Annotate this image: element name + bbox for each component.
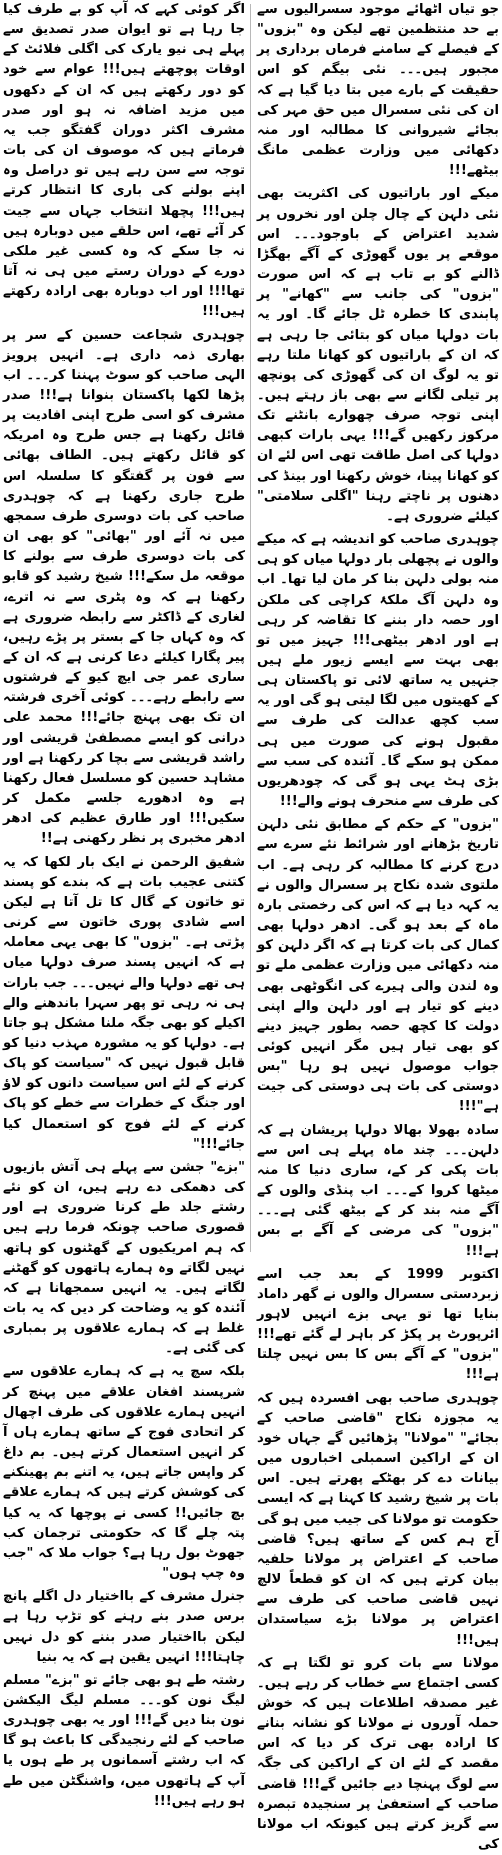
paragraph: سادہ بھولا بھالا دولہا پریشان ہے کہ دلہن۔۔۔ چند ماہ پہلے ہی اس سے بات پکی کر کے، ساری دنیا کا منہ میٹھا کروا کے۔۔۔ اب پنڈی والوں کے آگے منہ بند کر کے بیٹھ گئی ہے۔۔۔ "بزوں" کی مرضی کے آگے بے بس ہے!!! — [257, 1122, 499, 1259]
left-column — [0, 0, 249, 1809]
paragraph: اکتوبر 1999 کے بعد جب اسے زبردستی سسرال والوں نے گھر داماد بنایا تھا تو یہی بزے انہیں لاہور ائرپورٹ پر پکڑ کر باہر لے گئے تھے!!! "بزوں" کے آگے بس کا بس نہیں چلتا ہے!!! — [257, 1266, 499, 1383]
right-column — [253, 0, 502, 1853]
paragraph: شفیق الرحمن نے ایک بار لکھا کہ یہ کتنی عجیب بات ہے کہ بندے کو پسند تو خاتون کے گال کا تل آتا ہے لیکن اسے شادی پوری خاتون سے کرنی پڑتی ہے۔ "بزوں" کا بھی یہی معاملہ ہے کہ انہیں پسند صرف دولہا میاں ہی تھے دولہا والے نہیں۔۔۔ جب بارات ہی نہ رہی تو پھر سہرا باندھنے والے اکیلے کو بھی جگہ ملنا مشکل ہو جاتا ہے۔ دولہا کو یہ مشورہ مہذب دنیا کو قابل قبول نہیں کہ "سیاست کو پاک کرنے کے لئے اس سیاست دانوں کو لاؤ اور جنگ کے خطرات سے خطے کو پاک کرنے کے لئے فوج کو استعمال کیا جائے!!!" — [3, 854, 245, 1152]
paragraph: چوہدری صاحب بھی افسردہ ہیں کہ یہ مجوزہ نکاح "قاضی صاحب کے بجائے" "مولانا" پڑھائیں گے جہاں خود ان کے اراکین اسمبلی اخباروں میں بیانات دے کر بھٹکے پھرتے ہیں۔ اس بات پر شیخ رشید کا کہنا ہے کہ ایسی حکومت تو مولانا کی جیب میں ہو گی آج ہم کس کے ساتھ ہیں؟ قاضی صاحب کے اعتراض پر مولانا حلفیہ بیان کرتے ہیں کہ ان کو قطعاً لالچ نہیں قاضی صاحب کی طرف سے اعتراض پر مولانا بڑے سیاستدان ہیں!!! — [257, 1390, 499, 1648]
paragraph: چوہدری شجاعت حسین کے سر پر بھاری ذمہ داری ہے۔ انہیں پرویز الہی صاحب کو سوٹ پہننا کر۔۔۔ اب پڑھا لکھا پاکستان بنوانا ہے!!! صدر مشرف کو اسی طرح اپنی افادیت پر قائل رکھنا ہے جس طرح وہ امریکہ کو قائل رکھتے ہیں۔ الطاف بھائی سے فون پر گفتگو کا سلسلہ اس طرح جاری رکھنا ہے کہ چوہدری صاحب کی بات دوسری طرف سمجھ میں نہ آئے اور "بھائی" کو بھی ان کی بات دوسری طرف سے بولنے کا موقعہ مل سکے!!! شیخ رشید کو قابو رکھنا ہے کہ وہ پٹری سے نہ اترے، لغاری کے ڈاکٹر سے رابطہ ضروری ہے کہ وہ کہاں جا کے بستر پر پڑے رہیں، پیر پگارا کیلئے دعا کرنی ہے کہ ان کے ساری عمر جی ایچ کیو کے فرشتوں سے رابطے رہے۔۔۔ کوئی آخری فرشتہ ان تک بھی پہنچ جائے!!! محمد علی درانی کو ایسے مصطفیٰ قریشی اور راشد قریشی سے بچا کر رکھنا ہے اور مشاہد حسین کو مسلسل فعال رکھنا ہے وہ ادھورے جلسے مکمل کر سکیں!!! اور طارق عظیم کی ادھر ادھر مخبری پر نظر رکھنی ہے!! — [3, 327, 245, 847]
column-divider — [250, 4, 251, 1252]
paragraph: مولانا سے بات کرو تو لگتا ہے کہ کسی اجتماع سے خطاب کر رہے ہیں۔ غیر مصدقہ اطلاعات ہیں کہ خوش حملہ آوروں نے مولانا کو نشانہ بنانے کا ارادہ بھی ترک کر دیا کہ اس مقصد کے لئے ان کے اراکین کی جگہ سے لوگ پہنچا دیے جائیں گے!!! قاضی صاحب کے استعفیٰ پر سنجیدہ تبصرہ سے گریز کرتے ہیں کیونکہ اب مولانا کی — [257, 1655, 499, 1853]
paragraph: میکے اور باراتیوں کی اکثریت بھی نئی دلہن کے چال چلن اور نخروں پر شدید اعتراض کے باوجود۔۔۔ اس موقعے پر یوں گھوڑی کے آگے بھگڑا ڈالنے کو بے تاب ہے کہ اس صورت "بزوں" کی جانب سے "کھانے" پر پابندی کا خطرہ ٹل جائے گا۔ اور یہ بات دولہا میاں کو بتائی جا رہی ہے کہ ان کے باراتیوں کو کھانا ملتا رہے تو یہ لوگ ان کی گھوڑی کی پونچھ پر تیلی لگانے سے بھی باز رہتے ہیں۔ اپنی توجہ صرف چھوارے بانٹنے تک مرکوز رکھیں گے!!! یہی بارات کبھی دولہا کی اصل طاقت تھی اس لئے ان کو کھانا پینا، خوش رکھنا اور بینڈ کی دھنوں پر ناچتے رہنا "اگلی سلامتی" کیلئے ضروری ہے۔ — [257, 186, 499, 524]
paragraph: "بزے" جشن سے پہلے ہی آتش بازیوں کی دھمکی دے رہے ہیں، ان کو نئے رشتے جلد طے کرنا ضروری ہے اور قصوری صاحب چونکہ فرما رہے ہیں کہ ہم امریکیوں کے گھٹنوں کو ہاتھ نہیں لگاتے وہ ہمارے ہاتھوں کو گھٹنے لگاتے ہیں۔ یہ انہیں سمجھانا ہے کہ آئندہ کو یہ وضاحت کر دیں کہ یہ بات غلط ہے کہ ہمارے علاقوں پر بمباری کی گئی ہے۔ — [3, 1159, 245, 1357]
paragraph: چوہدری صاحب کو اندیشہ ہے کہ میکے والوں نے پچھلی بار دولہا میاں کو ہی منہ بولی دلہن بنا کر مان لیا تھا۔ اب وہ دلہن آگ ملکۂ کراچی کی ملکن اور حصہ دار بننے کا تقاضہ کر رہی ہے اور ادھر بیٹھی!!! جہیز میں تو بھی بہت سے ایسے زیور ملے ہیں جنہیں یہ ساتھ لائی تو پاکستان ہی کے کھیتوں میں لگا لیتی ہو گی اور یہ سب کچھ عدالت کی طرف سے مقبول ہونے کی صورت میں ہی ممکن ہو سکے گا۔ آئندہ کی سب سے بڑی ہٹ یہی ہو گی کہ چودھریوں کی طرف سے منحرف ہونے والے!!! — [257, 532, 499, 810]
paragraph: اگر کوئی کہے کہ آپ کو بے طرف کیا جا رہا ہے تو ایوان صدر تصدیق سے پہلے ہی نیو یارک کی اگلی فلائٹ کے اوقات پوچھتے ہیں!!! عوام سے خود کو دور رکھتے ہیں کہ ان کے دکھوں میں مزید اضافہ نہ ہو اور صدر مشرف اکثر دوران گفتگو جب یہ فرماتے ہیں کہ موصوف ان کی بات توجہ سے سن رہے ہیں تو دراصل وہ اپنے بولنے کی باری کا انتظار کرتے ہیں!!! پچھلا انتخاب جہاں سے جیت کر آئے تھے، اس حلقے میں دوبارہ ہیں نہ جا سکے کہ وہ کسی غیر ملکی دورے کے دوران رستے میں ہی نہ آتا تھا!!! اور اب دوبارہ بھی ارادہ رکھتے ہیں!!! — [3, 2, 245, 320]
paragraph: جنرل مشرف کے بااختیار دل اگلے پانچ برس صدر بنے رہنے کو تڑپ رہا ہے لیکن بااختیار صدر بننے کو دل نہیں چاہتا!!! انہیں یقین ہے کہ یہ بنیا — [3, 1589, 245, 1665]
paragraph: "بزوں" کے حکم کے مطابق نئی دلہن تاریخ بڑھانے اور شرائط نئے سرے سے درج کرنے کا مطالبہ کر رہی ہے۔ اب ملتوی شدہ نکاح پر سسرال والوں نے یہ کہہ دیا ہے کہ اس کی رخصتی بارہ ماہ کے بعد ہو گی۔ ادھر دولہا بھی کمال کی بات کرتا ہے کہ اگر دلہن کو منہ دکھائی میں وزارت عظمی ملے تو وہ لندن والی ہیرے کی انگوٹھی بھی دینے کو تیار ہے اور دلہن والے اپنی دولت کا کچھ حصہ بطور جہیز دینے کو بھی تیار ہیں مگر انہیں کوئی جواب موصول نہیں ہو رہا "بس دوستی کی بات ہی دوستی کی جیت ہے"!!! — [257, 817, 499, 1115]
paragraph: رشتہ طے ہو بھی جائے تو "بزے" مسلم لیگ نون کو۔۔۔ مسلم لیگ الیکشن نون بنا دیں گے!!! اور یہ بھی چوہدری صاحب کے لئے رنجیدگی کا باعث ہو گا کہ اب رشتے آسمانوں پر طے ہوں یا آپ کے ہاتھوں میں، واشنگٹن میں طے ہو رہے ہیں!!! — [3, 1672, 245, 1809]
paragraph: بلکہ سچ یہ ہے کہ ہمارے علاقوں سے شرپسند افغان علاقے میں پہنچ کر انہیں ہمارے علاقوں کی طرف اچھال کر اتحادی فوج کے ساتھ ہمارے ہاں آ کر انہیں استعمال کرتے ہیں۔ بم داغ کر واپس جاتے ہیں، یہ اتنے بم پھینکنے کی کوشش کرتے ہیں کہ ہمارے علاقے بچ جائیں!! کسی نے پوچھا کہ یہ کیا پتہ چلے گا کہ حکومتی ترجمان کب جھوٹ بول رہا ہے؟ جواب ملا کہ "جب وہ چپ ہوں" — [3, 1364, 245, 1582]
paragraph: جو تیاں اٹھائے موجود سسرالیوں سے بے حد منتظمین تھے لیکن وہ "بزوں" کے فیصلے کے سامنے فرماں برداری پر مجبور ہیں۔۔۔ نئی بیگم کو اس حقیقت کے بارے میں بتا دیا گیا ہے کہ ان کی نئی سسرال میں حق مہر کی بجائے شیروانی کا مطالبہ اور منہ دکھائی میں وزارت عظمی مانگ بیٹھے!!! — [257, 2, 499, 179]
